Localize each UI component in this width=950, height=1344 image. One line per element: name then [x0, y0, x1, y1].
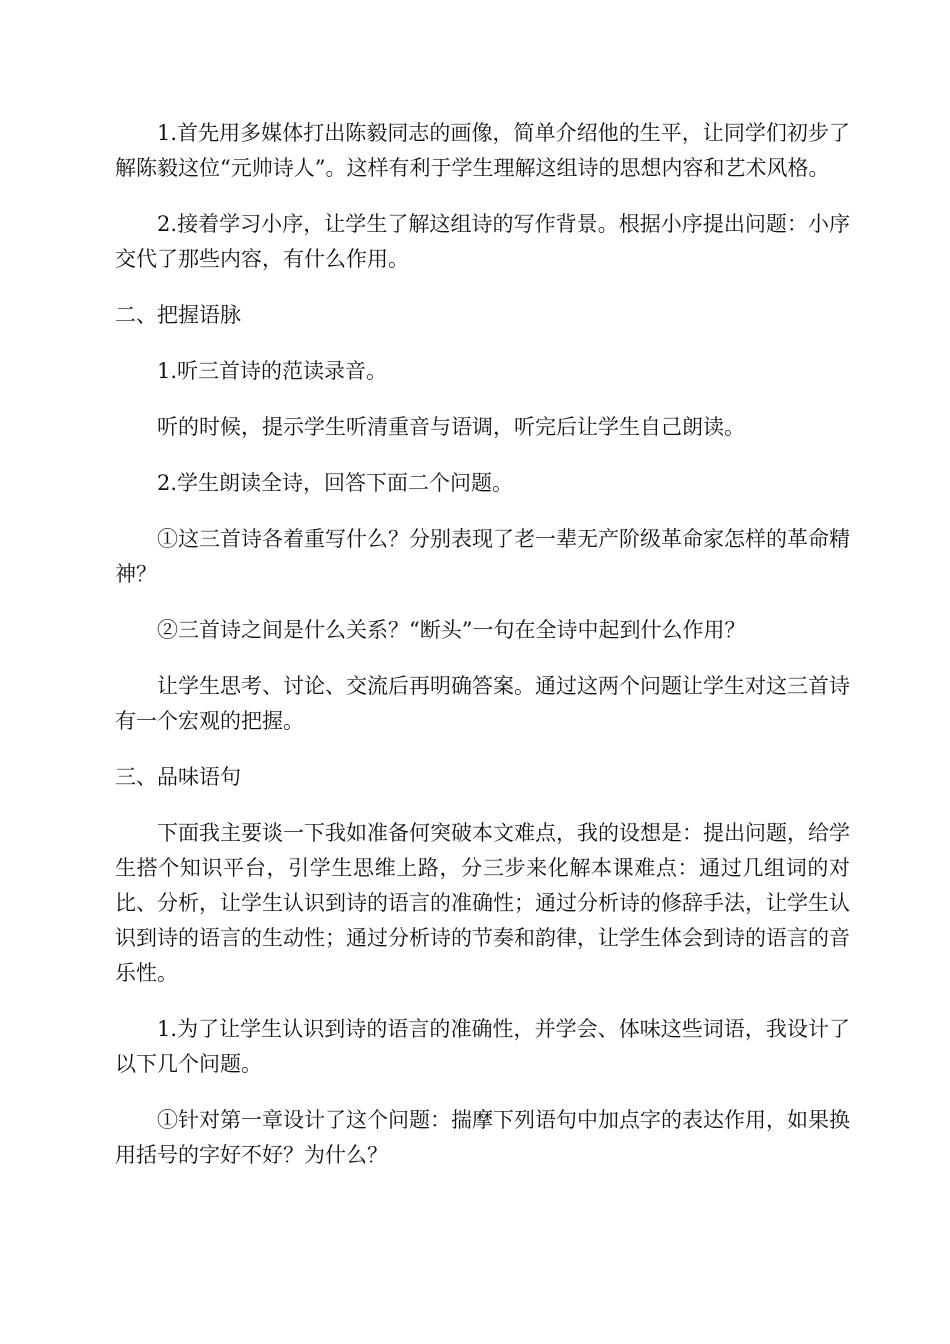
paragraph-question-1: ①这三首诗各着重写什么？分别表现了老一辈无产阶级革命家怎样的革命精神？ [115, 527, 850, 586]
document-body [115, 116, 850, 1194]
paragraph-accuracy: 1.为了让学生认识到诗的语言的准确性，并学会、体味这些词语，我设计了以下几个问题。 [115, 1017, 850, 1076]
paragraph-preface: 2.接着学习小序，让学生了解这组诗的写作背景。根据小序提出问题：小序交代了那些内容，有什么作用。 [115, 212, 850, 271]
paragraph-intro-portrait: 1.首先用多媒体打出陈毅同志的画像，简单介绍他的生平，让同学们初步了解陈毅这位“元帅诗人”。这样有利于学生理解这组诗的思想内容和艺术风格。 [115, 121, 850, 180]
paragraph-discussion: 让学生思考、讨论、交流后再明确答案。通过这两个问题让学生对这三首诗有一个宏观的把握。 [115, 674, 850, 733]
paragraph-chapter-one-question: ①针对第一章设计了这个问题：揣摩下列语句中加点字的表达作用，如果换用括号的字好不好？为什么？ [115, 1108, 850, 1167]
paragraph-listen-tips: 听的时候，提示学生听清重音与语调，听完后让学生自己朗读。 [157, 415, 745, 439]
section-heading-2: 二、把握语脉 [115, 303, 241, 327]
section-heading-3: 三、品味语句 [115, 765, 241, 789]
paragraph-listen-recording: 1.听三首诗的范读录音。 [157, 359, 388, 383]
paragraph-read-aloud: 2.学生朗读全诗，回答下面二个问题。 [157, 471, 514, 495]
paragraph-difficulty-plan: 下面我主要谈一下我如准备何突破本文难点，我的设想是：提出问题，给学生搭个知识平台，引学生思维上路，分三步来化解本课难点：通过几组词的对比、分析，让学生认识到诗的语言的准确性；通过分析诗的修辞手法，让学生认识到诗的语言的生动性；通过分析诗的节奏和韵律，让学生体会到诗的语言的音乐性。 [115, 821, 850, 985]
paragraph-question-2: ②三首诗之间是什么关系？“断头”一句在全诗中起到什么作用？ [157, 618, 746, 642]
